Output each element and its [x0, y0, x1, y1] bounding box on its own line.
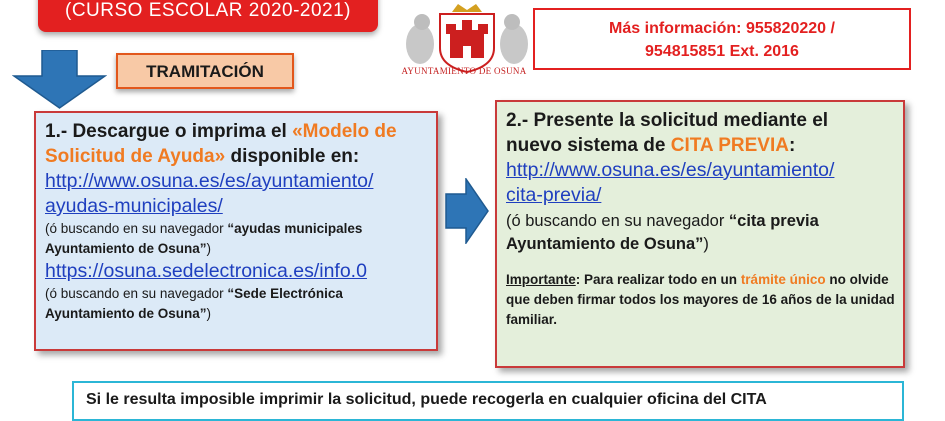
- important-note: Importante: Para realizar todo en un trámite único no olvide que deben firmar todos los mayores de 16 años de la unidad familiar.: [506, 272, 895, 327]
- step2-heading: 2.- Presente la solicitud mediante el nuevo sistema de CITA PREVIA:: [506, 110, 829, 156]
- info-line-2: 954815851 Ext. 2016: [645, 43, 799, 60]
- step1-note-1: (ó buscando en su navegador “ayudas municipales Ayuntamiento de Osuna”): [45, 221, 363, 256]
- step1-note-2: (ó buscando en su navegador “Sede Electrónica Ayuntamiento de Osuna”): [45, 286, 343, 321]
- tramite-unico-highlight: trámite único: [740, 272, 826, 287]
- step1-heading: 1.- Descargue o imprima el «Modelo de Solicitud de Ayuda» disponible en:: [45, 121, 397, 167]
- important-label: Importante: [506, 272, 576, 287]
- more-info-box: [533, 8, 911, 70]
- cita-previa-highlight: CITA PREVIA: [670, 135, 789, 156]
- info-line-1: Más información: 955820220 /: [609, 20, 835, 37]
- arrow-down-icon: [12, 50, 107, 110]
- step2-note: (ó buscando en su navegador “cita previa Ayuntamiento de Osuna”): [506, 212, 819, 253]
- course-year-text: (CURSO ESCOLAR 2020-2021): [65, 0, 351, 21]
- model-highlight: «Modelo de: [292, 121, 397, 142]
- crest-caption: AYUNTAMIENTO DE OSUNA: [401, 66, 527, 76]
- tramitacion-label: TRAMITACIÓN: [116, 53, 294, 89]
- arrow-right-icon: [444, 178, 490, 244]
- step1-box: [34, 111, 438, 351]
- model-highlight-2: Solicitud de Ayuda»: [45, 146, 226, 167]
- print-notice-text: Si le resulta imposible imprimir la solicitud, puede recogerla en cualquier oficina del CITA: [86, 391, 767, 408]
- cita-previa-link[interactable]: http://www.osuna.es/es/ayuntamiento/ cita-previa/: [506, 159, 835, 206]
- sede-link[interactable]: https://osuna.sedelectronica.es/info.0: [45, 260, 367, 282]
- course-year-banner: [38, 0, 378, 32]
- ayudas-link[interactable]: http://www.osuna.es/es/ayuntamiento/ ayudas-municipales/: [45, 170, 374, 217]
- print-notice-box: [72, 381, 904, 421]
- step2-box: [495, 100, 905, 368]
